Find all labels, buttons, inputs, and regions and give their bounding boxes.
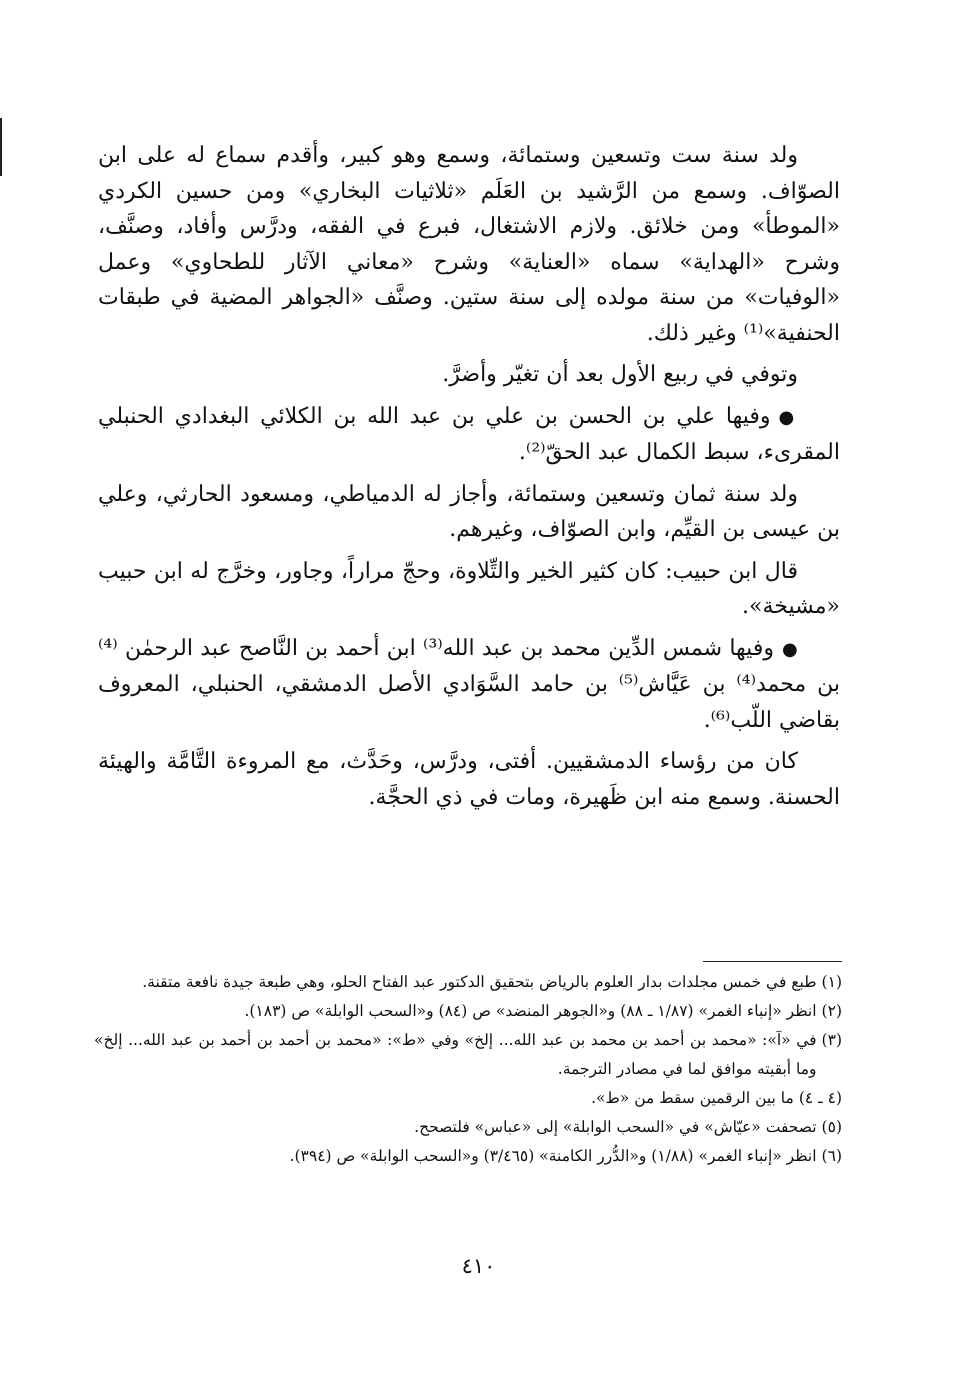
paragraph-text: وفيها شمس الدِّين محمد بن عبد الله⁽³⁾ ابن أحمد بن النَّاصح عبد الرحمٰن ⁽⁴⁾بن محمد⁽⁴⁾ بن عَيَّاش⁽⁵⁾ بن حامد السَّوَادي الأصل الدمشقي، الحنبلي، المعروف بقاضي اللّب⁽⁶⁾. (98, 635, 840, 733)
footnote-number: (٤ ـ ٤) (798, 1089, 842, 1107)
footnote-separator (703, 961, 842, 962)
bullet-icon: ● (781, 638, 798, 660)
main-text (98, 138, 840, 815)
footnote (94, 1084, 842, 1113)
paragraph (98, 357, 840, 393)
paragraph (98, 477, 840, 548)
footnote-number: (٦) (821, 1147, 842, 1165)
footnote (94, 997, 842, 1026)
footnote-text: تصحفت «عيّاش» في «السحب الوابلة» إلى «عباس» فلتصحح. (414, 1118, 817, 1136)
paragraph-text: ولد سنة ست وتسعين وستمائة، وسمع وهو كبير، وأقدم سماع له على ابن الصوّاف. وسمع من الرَّشيد بن العَلَم «ثلاثيات البخاري» ومن حسين الكردي «الموطأ» ومن خلائق. ولازم الاشتغال، فبرع في الفقه، ودرَّس وأفاد، وصنَّف، وشرح «الهداية» سماه «العناية» وشرح «معاني الآثار للطحاوي» وعمل «الوفيات» من سنة مولده إلى سنة ستين. وصنَّف «الجواهر المضية في طبقات الحنفية»⁽¹⁾ وغير ذلك. (98, 143, 840, 346)
paragraph (98, 744, 840, 815)
paragraph (98, 554, 840, 625)
footnote-text: طبع في خمس مجلدات بدار العلوم بالرياض بتحقيق الدكتور عبد الفتاح الحلو، وهي طبعة جيدة نافعة متقنة. (142, 973, 817, 991)
footnote-number: (٣) (821, 1031, 842, 1049)
paragraph (98, 138, 840, 351)
paragraph-text: قال ابن حبيب: كان كثير الخير والتِّلاوة، وحجّ مراراً، وجاور، وخرَّج له ابن حبيب «مشيخة». (98, 558, 840, 619)
footnote (94, 1113, 842, 1142)
paragraph-bullet-entry (98, 631, 840, 739)
footnote-text: ما بين الرقمين سقط من «ط». (591, 1089, 794, 1107)
page-edge-mark (0, 118, 2, 176)
paragraph-text: وتوفي في ربيع الأول بعد أن تغيّر وأضرَّ. (442, 362, 798, 387)
paragraph-text: ولد سنة ثمان وتسعين وستمائة، وأجاز له الدمياطي، ومسعود الحارثي، وعلي بن عيسى بن القيِّم، وابن الصوّاف، وغيرهم. (98, 481, 840, 542)
footnote-text: في «آ»: «محمد بن أحمد بن محمد بن عبد الله... إلخ» وفي «ط»: «محمد بن أحمد بن أحمد بن عبد الله... إلخ» وما أبقيته موافق لما في مصادر الترجمة. (94, 1031, 817, 1078)
bullet-icon: ● (778, 406, 798, 428)
footnote (94, 968, 842, 997)
footnote-text: انظر «إنباء الغمر» (١/٨٨) و«الدُّرر الكامنة» (٣/٤٦٥) و«السحب الوابلة» ص (٣٩٤). (289, 1147, 817, 1165)
footnote-number: (٥) (821, 1118, 842, 1136)
paragraph-text: وفيها علي بن الحسن بن علي بن عبد الله بن الكلائي البغدادي الحنبلي المقرىء، سبط الكمال عبد الحقّ⁽²⁾. (98, 403, 840, 465)
footnote-text: انظر «إنباء الغمر» (١/٨٧ ـ ٨٨) و«الجوهر المنضد» ص (٨٤) و«السحب الوابلة» ص (١٨٣). (244, 1002, 817, 1020)
footnote-number: (٢) (821, 1002, 842, 1020)
footnote-number: (١) (821, 973, 842, 991)
page-number: ٤١٠ (461, 1254, 496, 1278)
footnote (94, 1142, 842, 1171)
footnotes (94, 968, 842, 1171)
paragraph-bullet-entry (98, 399, 840, 471)
paragraph-text: كان من رؤساء الدمشقيين. أفتى، ودرَّس، وحَدَّث، مع المروءة التَّامَّة والهيئة الحسنة. وسمع منه ابن ظَهيرة، ومات في ذي الحجَّة. (98, 749, 840, 810)
footnote (94, 1026, 842, 1084)
